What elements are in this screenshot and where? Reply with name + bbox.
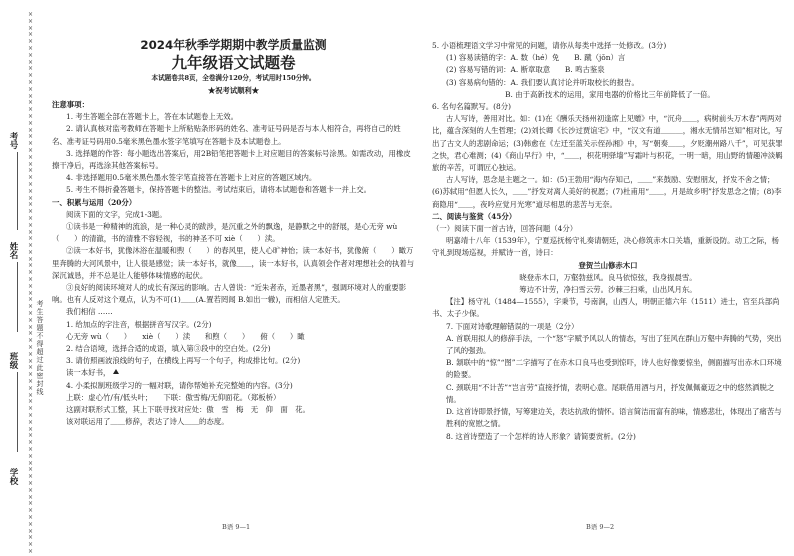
q7-option: D. 这首诗即景抒情，写筹建边关，表达抗敌的情怀。语言简洁而富有韵味，情感悲壮，体现出了痛苦与胜利的宽慰之情。 [446, 407, 782, 429]
q6-para: 古人写诗，善用对比。如：(1)在《酬乐天扬州初逢席上见赠》中，“沉舟＿＿，病树前头万木春”两两对比，蕴含深刻的人生哲理；(2)刘长卿《长沙过贾谊宅》中，“汉文有道＿＿＿，湘水无情吊岂知”相对比，写出了古文人的悲剧命运；(3)韩愈在《左迁至蓝关示侄孙湘》中，写“朝奏＿＿，夕贬潮州路八千”，可见获罪之快，君心难测；(4)《商山早行》中，“＿＿，枳花明驿墙”写霜叶与枳花，一明一暗，用山野的情趣冲淡羁旅的辛苦，可谓匠心独运。 [432, 114, 783, 173]
passage-para: ③良好的阅读环境对人的成长有深远的影响。古人曾说：“近朱者赤，近墨者黑”，强调环境对人的重要影响。也有人反对这个观点，认为不可(1)＿＿(A.置若罔闻 B.如出一辙)，而相信人定胜天。 [52, 283, 407, 305]
right-column [432, 40, 784, 443]
q1-stem: 1. 给加点的字注音，根据拼音写汉字。(2分) [66, 319, 212, 329]
passage-para: ②读一本好书，犹像沐浴在温暖和煦（ ）的春风里，使人心旷神怡；读一本好书，犹像俯（ ）瞰万里奔腾的大河风景中，让人很是感觉；读一本好书，就像＿＿，读一本好书，认真领会作者对理想社会的执着与深沉诚恳，并不总是让人能够体味情感的起伏。 [52, 246, 415, 280]
footer-left: B语 9—1 [222, 523, 251, 531]
q7-option: C. 颈联用“不计苦”“岂言劳”直接抒情，表明心意。尾联借用酒与月，抒发佩佩豪迈之中的悠然洒脱之情。 [446, 382, 775, 404]
left-column [52, 0, 415, 428]
section2-heading: 二、阅读与鉴赏（45分） [432, 211, 517, 221]
section1-heading: 一、积累与运用（20分） [52, 197, 137, 207]
q5-stem: 5. 小语梳理语文学习中常见的问题，请你从每类中选择一处修改。(3分) [432, 41, 667, 50]
q4-line: 这副对联形式工整，其上下联寻找对应处：傲 雪 梅 无 仰 面 花。 [66, 405, 310, 415]
poem-line: 晓登赤木口，万壑勃兹风。良马依惊弦，我身振晨雪。 [519, 272, 697, 282]
kaohao-blank [17, 152, 18, 230]
poem-line: 筹边不计劳，净扫雪云劳。沙棘三扫乘，山出风月东。 [519, 285, 697, 295]
q4-line: 上联：虚心竹/有/低头叶； 下联：傲雪梅/无仰面花。（郑板桥） [66, 392, 281, 402]
q5-item: B. 由于高新技术的运用，家用电器的价格比三年前降低了一倍。 [446, 89, 715, 99]
q3-answer-line [52, 367, 415, 379]
q5-item: (2) 容易写错的词：A. 断章取意 B. 鸣古鉴泉 [446, 65, 605, 75]
note-item: 3. 选择题的作答：每小题选出答案后，用2B铅笔把答题卡上对应题目的答案标号涂黑。如需改动，用橡皮擦干净后，再选涂其他答案标号。 [52, 148, 411, 171]
q2-stem: 2. 结合语境，选择合适的成语，填入第③段中的空白处。(2分) [66, 344, 271, 354]
section2-sub: （一）阅读下面一首古诗，回答问题（4分） [432, 224, 578, 234]
q4-line: 该对联运用了＿＿修辞，表达了诗人＿＿的态度。 [66, 417, 229, 427]
q7-option: B. 颔联中的“惊”“图”二字描写了在赤木口良马也受到惊吓，诗人也好像要惊坐，侧面描写出赤木口环境的险要。 [446, 358, 782, 380]
q3-stem: 3. 请仿照画波浪线的句子，在横线上再写一个句子，构成排比句。(2分) [66, 356, 301, 366]
poem-intro: 明嘉靖十八年（1539年），宁夏巡抚杨守礼奏请朝廷，决心修筑赤木口关墙，重新设防。动工之际，杨守礼到现场巡视，并赋诗一首，诗曰： [432, 236, 779, 258]
q6-para: 古人写诗，思念是主题之一。如：(5)王勃用“海内存知己，＿＿”来鼓励、安慰朋友，抒发不舍之情；(6)苏轼用“但愿人长久，＿＿”抒发对离人美好的祝愿；(7)杜甫用“＿＿，月是故乡明”抒发思念之情；(8)李商隐用“＿＿，夜吟应觉月光寒”道尽相思的悲苦与无奈。 [432, 175, 782, 209]
note-item: 5. 考生不得折叠答题卡，保持答题卡的整洁。考试结束后，请将本试题卷和答题卡一并上交。 [66, 185, 372, 195]
notes-heading: 注意事项： [52, 100, 89, 109]
section1-intro: 阅读下面的文字，完成1-3题。 [66, 209, 167, 219]
poem-note: 【注】杨守礼（1484—1555），字秉节，号南涧，山西人，明朝正德六年（1511）进士，官至兵部尚书、太子少保。 [432, 297, 780, 319]
label-kaohao: 考号 [8, 132, 18, 149]
passage-para: 我们相信 …… [66, 307, 113, 317]
q6-stem: 6. 名句名篇默写。(8分) [432, 102, 511, 112]
answer-triangle-icon [113, 369, 119, 374]
label-banji: 班级 [8, 352, 18, 369]
q5-item: (3) 容易病句错的：A. 我们要认真讨论并听取校长的报告。 [446, 77, 639, 87]
q8-stem: 8. 这首诗塑造了一个怎样的诗人形象？请简要赏析。(2分) [446, 431, 636, 441]
q7-option: A. 首联用拟人的修辞手法，一个“怒”字赋予风以人的情态，写出了狂风在群山万壑中奔腾的气势，突出了风的强劲。 [446, 333, 782, 356]
q7-stem: 7. 下面对诗歌理解错误的一项是（2分） [446, 321, 579, 331]
note-item: 1. 考生答题全部在答题卡上，答在本试题卷上无效。 [66, 112, 238, 122]
label-xingming: 姓名 [8, 242, 18, 259]
footer-right: B语 9—2 [586, 523, 615, 531]
seal-warning: 考生答题不得超过此密封线 [36, 300, 44, 396]
q1-row: 心无旁 wù（ ） xiè（ ）渎 和煦（ ） 俯（ ）瞰 [66, 331, 305, 341]
banji-blank [17, 372, 18, 452]
exam-title-line1: 2024年秋季学期期中教学质量监测 [140, 38, 327, 52]
exam-wish: ★祝考试顺利★ [207, 86, 260, 95]
seal-line: ×××××××××××××××××××××××××××××××××××××××××××××××××××××××××××××××××××××××××××××××× [28, 11, 34, 555]
note-item: 2. 请认真核对监考教师在答题卡上所粘贴条形码的姓名、准考证号码是否与本人相符合，再将自己的姓名、准考证号码用0.5毫米黑色墨水签字笔填写在答题卡及本试题卷上。 [52, 124, 401, 146]
exam-title-line2: 九年级语文试题卷 [171, 53, 296, 72]
binding-strip [0, 0, 46, 555]
q3-prefix: 读一本好书， [66, 368, 111, 378]
poem-title: 登贺兰山修赤木口 [578, 260, 638, 270]
xingming-blank [17, 262, 18, 332]
note-item: 4. 非选择题用0.5毫米黑色墨水签字笔直接答在答题卡上对应的答题区域内。 [66, 173, 317, 183]
label-xuexiao: 学校 [8, 468, 18, 485]
q4-stem: 4. 小柔拟制班级学习的一幅对联，请你帮她补充完整她的内容。(3分) [66, 380, 293, 390]
exam-info: 本试题卷共8页，全卷满分120分，考试用时150分钟。 [151, 74, 316, 82]
passage-para: ①读书是一种精神的流浪，是一种心灵的跋涉，是沉重之外的飘逸，是静默之中的舒展，是心无旁 wù（ ）的清澈，书的清雅不容轻视，书的神圣不可 xiè（ ）渎。 [52, 222, 398, 244]
q5-item: (1) 容易读错的字：A. 数（hé）免 B. 蹴（jǒn）言 [446, 53, 626, 63]
